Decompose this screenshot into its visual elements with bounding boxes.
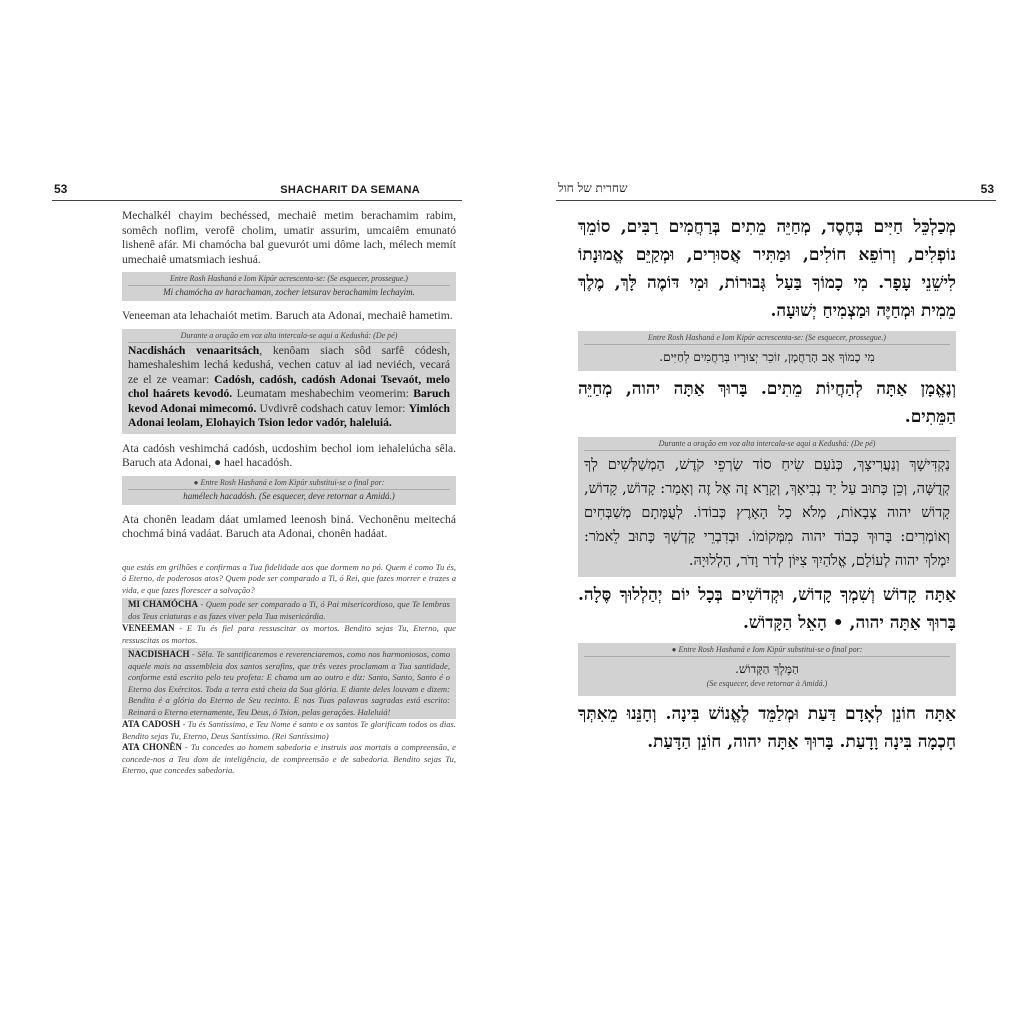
paragraph-ata-cadosh: Ata cadósh veshimchá cadósh, ucdoshim bechol iom iehalelúcha sêla. Baruch ata Adonai, ● hael hacadósh. [122, 441, 456, 469]
translation-1: que estás em grilhões e confirmas a Tua fidelidade aos que dormem no pó. Quem é como Tu és, ó Eterno, de poderosos atos? Quem pode ser comparado a Ti, ó Rei, que fazes morrer e trazes a vida, e que fazes florescer a salvação? [122, 561, 456, 595]
box-text: hamélech hacadósh. (Se esquecer, deve retornar a Amidá.) [183, 490, 395, 501]
translation-heading: ATA CADOSH [122, 719, 181, 729]
box-hebrew: מִי כָמוֹךָ אָב הָרַחֲמָן, זוֹכֵר יְצוּרָיו בְּרַחֲמִים לְחַיִּים. [659, 350, 875, 364]
box-kedusha-hebrew [578, 437, 956, 577]
translation-body: - Tu és Santíssimo, e Teu Nome é santo e os santos Te glorificam todos os dias. Bendito sejas Tu, Eterno, Deus Santíssimo. (Rei Santíssimo) [122, 719, 456, 741]
translation-heading: ATA CHONÊN [122, 742, 182, 752]
right-page-title: שחרית של חול [558, 181, 628, 195]
translation-ata-chonen [122, 742, 456, 777]
kedusha-bold: Cadósh, cadósh, cadósh Adonai Tsevaót, melo chol haárets kevodó. [128, 372, 450, 400]
box-note: Durante a oração em voz alta intercala-se aqui a Kedushá: (De pé) [584, 439, 950, 451]
paragraph-mechalkel: Mechalkél chayim bechéssed, mechaiê metim berachamim rabim, somêch noflim, verofê cholim, umatir assurim, umcaiêm emunató lishenê afár. Mi chamócha bal guevurót umi dôme lach, mélech memít umechaiê umatsmiach iesh​uá. [122, 209, 456, 266]
box-note: Entre Rosh Hashaná e Iom Kipúr acrescenta-se: (Se esquecer, prossegue.) [128, 274, 450, 286]
paragraph-veneeman: Veneeman ata lehachaiót metim. Baruch ata Adonai, mechaiê hametim. [122, 309, 453, 322]
box-note: Durante a oração em voz alta intercala-se aqui a Kedushá: (De pé) [128, 331, 450, 343]
hebrew-ata-chonen: אַתָּה חוֹנֵן לְאָדָם דַּעַת וּמְלַמֵּד לֶאֱנוֹשׁ בִּינָה. וְחָנֵּנוּ מֵאִתְּךָ חָכְמָה בִּינָה וָדָעַת. בָּרוּךְ אַתָּה יהוה, חוֹנֵן הַדָּעַת. [578, 704, 956, 752]
left-page-number: 53 [54, 182, 68, 196]
left-page-header [52, 178, 462, 201]
spacer [122, 542, 456, 562]
box-note: ● Entre Rosh Hashaná e Iom Kipúr substitui-se o final por: [584, 645, 950, 657]
right-page [556, 178, 996, 756]
right-page-number: 53 [980, 182, 994, 196]
translation-veneeman [122, 623, 456, 646]
hebrew-veneeman: וְנֶאֱמָן אַתָּה לְהַחֲיוֹת מֵתִים. בָּרוּךְ אַתָּה יהוה, מְחַיֵּה הַמֵּתִים. [578, 379, 956, 427]
translation-ata-cadosh [122, 719, 456, 742]
translation-body: - Sêla. Te santificaremos e reverenciaremos, como nos harmoniosos, como aquele mais na assembleia dos santos serafins, que três vezes proclamam a Tua santidade, conforme está escrito pelo teu profeta: E chama um ao outro e diz: Santo, Santo, Santo é o Eterno dos Exércitos. Toda a terra está cheia da Sua glória. E diante deles louvam e dizem: Bendita é a glória do Eterno de Seu recinto. E nas Tuas palavras sagradas está escrito: Reinará o Eterno eternamente, Teu Deus, ó Tsion, pelas gerações. Haleluiá! [128, 649, 450, 717]
box-mi-chamocha [122, 272, 456, 301]
box-mi-chamocha-hebrew [578, 331, 956, 371]
translation-body: - E Tu és fiel para ressuscitar os mortos. Bendito sejas Tu, Eterno, que ressuscitas os mortos. [122, 623, 456, 645]
right-page-header [556, 178, 996, 201]
box-note: (Se esquecer, deve retornar à Amidá.) [706, 679, 828, 688]
hebrew-ata-cadosh: אַתָּה קָדוֹשׁ וְשִׁמְךָ קָדוֹשׁ, וּקְדוֹשִׁים בְּכָל יוֹם יְהַלְלוּךָ סֶּלָה. בָּרוּךְ אַתָּה יהוה, • הָאֵל הַקָּדוֹשׁ. [578, 585, 956, 633]
left-page [52, 178, 462, 777]
kedusha-bold: Yimlóch Adonai leolam, Elohayich Tsion ledor vadór, haleluiá. [128, 401, 450, 429]
kedusha-hebrew: נַקְדִּישָׁךְ וְנַעֲרִיצָךְ, כְּנֹעַם שִׂיחַ סוֹד שַׂרְפֵי קֹדֶשׁ, הַמְשַׁלְּשִׁים לְךָ קְדֻשָּׁה, וְכֵן כָּתוּב עַל יַד נְבִיאָךְ, וְקָרָא זֶה אֶל זֶה וְאָמַר: קָדוֹשׁ, קָדוֹשׁ, קָדוֹשׁ יהוה צְבָאוֹת, מְלֹא כָל הָאָרֶץ כְּבוֹדוֹ. לְעֻמָּתָם מְשַׁבְּחִים וְאוֹמְרִים: בָּרוּךְ כְּבוֹד יהוה מִמְּקוֹמוֹ. וּבְדִבְרֵי קָדְשְׁךָ כָּתוּב לֵאמֹר: יִמְלֹךְ יהוה לְעוֹלָם, אֱלֹהַיִךְ צִיּוֹן לְדֹר וָדֹר, הַלְלוּיָהּ. [584, 457, 950, 569]
translation-heading: VENEEMAN [122, 623, 175, 633]
kedusha-plain: , kenôam siach sôd sarfê códesh, hameshaleshim lechá kedushá, vechen catuv al iad neviéch, vecará ze el ze veamar: [128, 343, 450, 386]
box-hebrew: הַמֶּלֶךְ הַקָּדוֹשׁ. [735, 662, 799, 676]
kedusha-text [128, 344, 450, 431]
box-note: Entre Rosh Hashaná e Iom Kipúr acrescenta-se: (Se esquecer, prossegue.) [584, 333, 950, 345]
translation-body: - Tu concedes ao homem sabedoria e instruis aos mortais a compreensão, e concede-nos a Teu dom de inteligência, de compreensão e de sabedoria. Bendito sejas Tu, Eterno, que concedes sabedoria. [122, 742, 456, 775]
kedusha-plain: Uvdivrê codshach catuv lemor: [256, 401, 409, 415]
kedusha-bold: Baruch kevod Adonai mimecomó. [128, 387, 450, 415]
box-hamelech [122, 476, 456, 505]
box-note: ● Entre Rosh Hashaná e Iom Kipúr substitui-se o final por: [128, 478, 450, 490]
left-page-title: SHACHARIT DA SEMANA [280, 184, 420, 196]
translation-body: - Quem pode ser comparado a Ti, ó Pai misericordioso, que Te lembras dos Teus criaturas e as fazes viver pela Tua misericórdia. [128, 599, 450, 621]
box-text: Mi chamócha av harachaman, zocher ietsurav berachamim lechayim. [163, 287, 415, 297]
box-hamelech-hebrew [578, 643, 956, 696]
kedusha-plain: Leumatam meshabechim veomerim: [232, 387, 414, 400]
left-page-body [52, 209, 462, 777]
box-kedusha [122, 329, 456, 434]
translation-heading: NACDISHACH [128, 649, 190, 659]
hebrew-mechalkel: מְכַלְכֵּל חַיִּים בְּחֶסֶד, מְחַיֵּה מֵתִים בְּרַחֲמִים רַבִּים, סוֹמֵךְ נוֹפְלִים, וְרוֹפֵא חוֹלִים, וּמַתִּיר אֲסוּרִים, וּמְקַיֵּם אֱמוּנָתוֹ לִישֵׁנֵי עָפָר. מִי כָמוֹךָ בַּעַל גְּבוּרוֹת, וּמִי דּוֹמֶה לָּךְ, מֶלֶךְ מֵמִית וּמְחַיֶּה וּמַצְמִיחַ יְשׁוּעָה. [578, 217, 956, 321]
translation-mi-chamocha [122, 598, 456, 623]
right-page-body [556, 213, 996, 756]
translation-heading: MI CHAMÓCHA [128, 599, 199, 609]
kedusha-bold: Nacdishách venaaritsách [128, 343, 260, 357]
translation-nacdishach [122, 648, 456, 719]
paragraph-ata-chonen: Ata chonên leadam dáat umlamed leenosh biná. Vechonênu meitechá chochmá biná vadáat. Baruch ata Adonai, chonên hadáat. [122, 512, 456, 540]
